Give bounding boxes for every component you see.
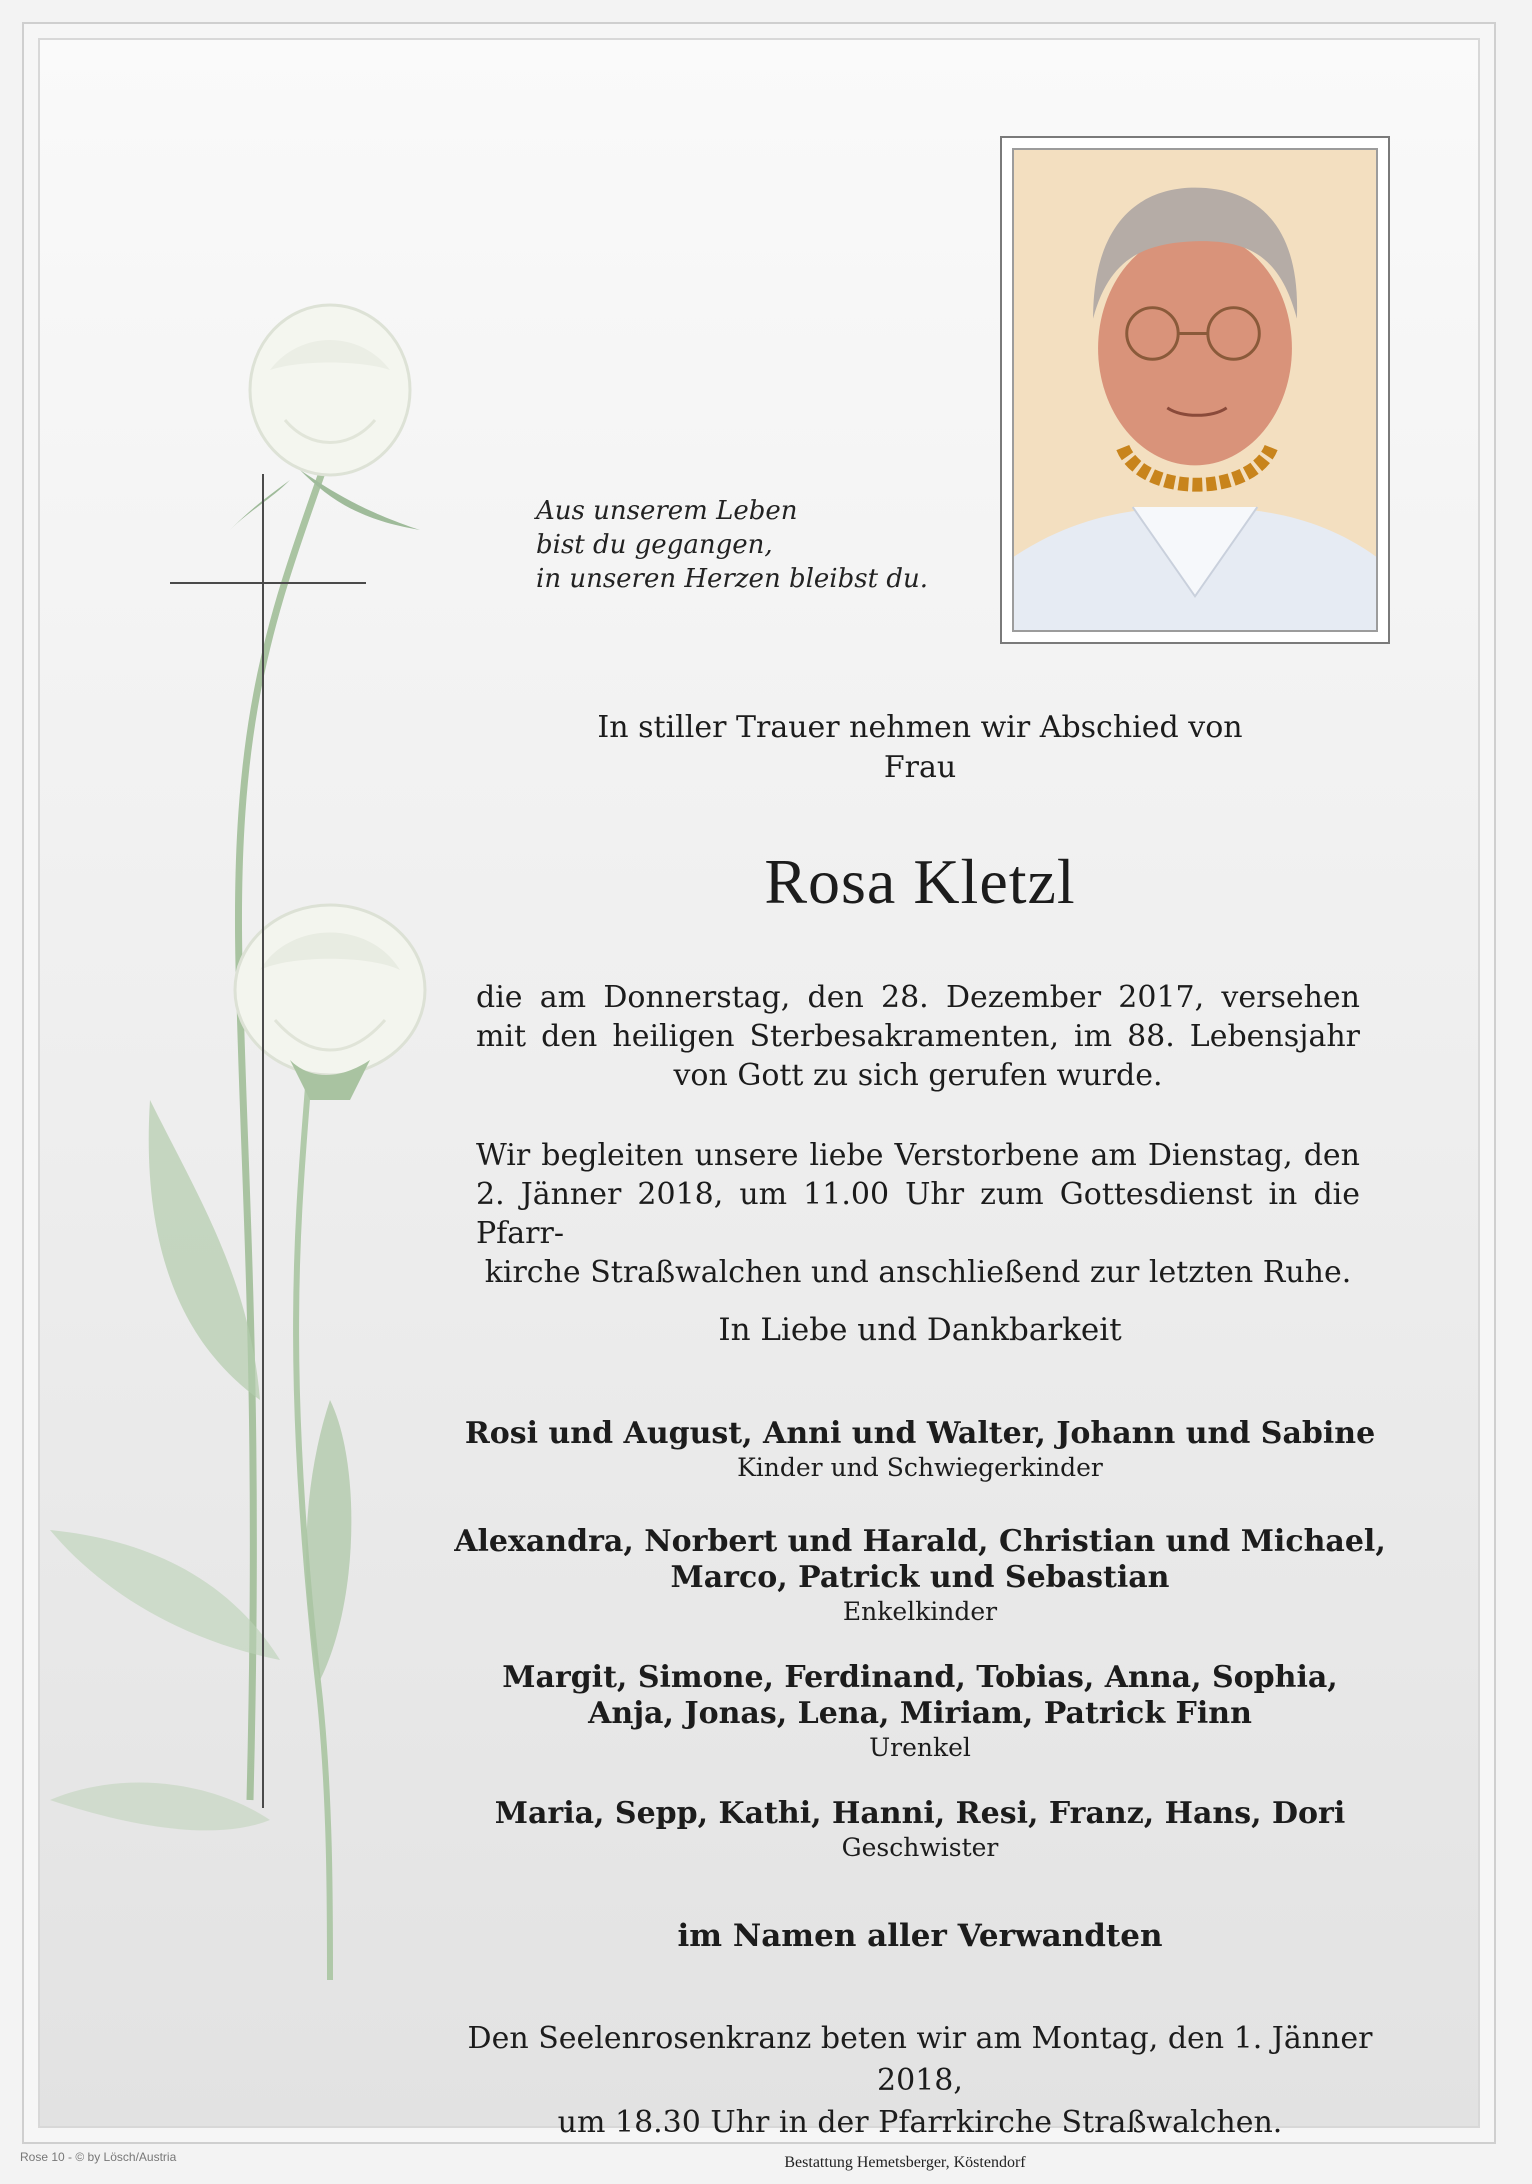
deceased-name: Rosa Kletzl xyxy=(764,846,1076,917)
mourner-names: Margit, Simone, Ferdinand, Tobias, Anna, Sophia, xyxy=(502,1660,1338,1695)
design-credit: Rose 10 - © by Lösch/Austria xyxy=(20,2150,177,2164)
rosary-line-2: um 18.30 Uhr in der Pfarrkirche Straßwalchen. xyxy=(557,2105,1283,2140)
intro-line-1: In stiller Trauer nehmen wir Abschied von xyxy=(597,710,1243,745)
cross-icon xyxy=(262,474,264,1808)
funeral-line-2: 2. Jänner 2018, um 11.00 Uhr zum Gottesdienst in die Pfarr- xyxy=(476,1177,1360,1251)
mourner-group xyxy=(420,1796,1420,1864)
death-notice: die am Donnerstag, den 28. Dezember 2017, versehen mit den heiligen Sterbesakramenten, im 88. Lebensjahr von Gott zu sich gerufen wurde. xyxy=(476,980,1360,1093)
memorial-quote: Aus unserem Leben bist du gegangen, in unseren Herzen bleibst du. xyxy=(536,496,928,594)
mourner-group xyxy=(420,1524,1420,1628)
on-behalf-text: im Namen aller Verwandten xyxy=(677,1918,1163,1954)
funeral-line-1: Wir begleiten unsere liebe Verstorbene am Dienstag, den xyxy=(476,1138,1360,1173)
mourner-role: Kinder und Schwiegerkinder xyxy=(737,1453,1103,1482)
portrait-frame xyxy=(1000,136,1390,644)
funeral-line-3: kirche Straßwalchen und anschließend zur letzten Ruhe. xyxy=(484,1255,1352,1290)
intro-text xyxy=(420,708,1420,788)
mourner-names-cont: Marco, Patrick und Sebastian xyxy=(670,1560,1170,1595)
mourner-names-cont: Anja, Jonas, Lena, Miriam, Patrick Finn xyxy=(588,1696,1252,1731)
cross-icon-bar xyxy=(170,582,366,584)
white-roses-illustration xyxy=(30,300,450,2000)
funeral-notice xyxy=(476,1136,1360,1292)
mourner-role: Urenkel xyxy=(869,1733,971,1762)
mourner-group xyxy=(420,1660,1420,1764)
rosary-notice xyxy=(420,2018,1420,2144)
mourner-role: Enkelkinder xyxy=(842,1597,998,1626)
mourner-group xyxy=(420,1416,1420,1484)
funeral-home-credit: Bestattung Hemetsberger, Köstendorf xyxy=(784,2154,1026,2171)
mourner-names: Maria, Sepp, Kathi, Hanni, Resi, Franz, Hans, Dori xyxy=(494,1796,1346,1831)
closing-text: In Liebe und Dankbarkeit xyxy=(718,1312,1122,1348)
rosary-line-1: Den Seelenrosenkranz beten wir am Montag, den 1. Jänner 2018, xyxy=(467,2021,1373,2098)
mourner-names: Alexandra, Norbert und Harald, Christian und Michael, xyxy=(454,1524,1386,1559)
intro-line-2: Frau xyxy=(883,750,957,785)
mourner-role: Geschwister xyxy=(841,1833,999,1862)
portrait-photo xyxy=(1012,148,1378,632)
mourner-names: Rosi und August, Anni und Walter, Johann und Sabine xyxy=(464,1416,1376,1451)
